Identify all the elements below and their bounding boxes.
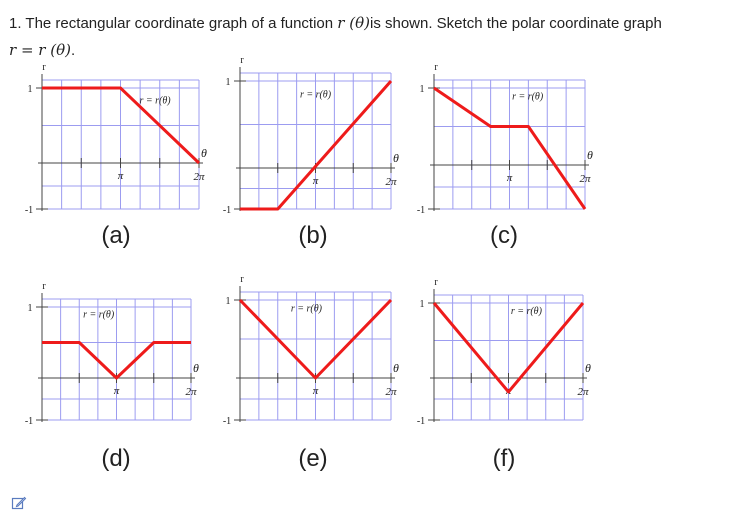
tick-label-pi: π	[312, 385, 319, 397]
tick-label-2pi: 2π	[385, 176, 397, 188]
tick-label-2pi: 2π	[579, 173, 591, 185]
tick-label-1: 1	[27, 303, 33, 314]
tick-label-1: 1	[27, 84, 33, 95]
tick-label-pi: π	[505, 385, 512, 397]
caption-e: (e)	[298, 445, 328, 472]
caption-c: (c)	[490, 222, 518, 249]
tick-label-pi: π	[506, 172, 513, 184]
polar-equation: r = r (θ)	[9, 41, 71, 59]
tick-label-pi: π	[117, 170, 124, 182]
r-axis-label: r	[42, 281, 46, 292]
r-axis-label: r	[240, 274, 244, 285]
function-label: r = r(θ)	[510, 306, 542, 317]
theta-axis-label: θ	[587, 148, 593, 162]
r-axis-label: r	[434, 277, 438, 288]
tick-label-neg1: -1	[24, 205, 34, 216]
tick-label-1: 1	[419, 299, 425, 310]
theta-axis-label: θ	[585, 361, 591, 375]
tick-label-2pi: 2π	[385, 386, 397, 398]
question-text-part2: is shown. Sketch the polar coordinate graph	[369, 15, 662, 32]
theta-axis-label: θ	[193, 361, 199, 375]
theta-axis-label: θ	[393, 361, 399, 375]
tick-label-1: 1	[419, 84, 425, 95]
question-line2-end: .	[70, 42, 76, 59]
tick-label-1: 1	[225, 296, 231, 307]
function-symbol: r (θ)	[337, 14, 370, 32]
tick-label-2pi: 2π	[185, 386, 197, 398]
graph-f	[415, 277, 615, 452]
edit-square-icon[interactable]	[11, 495, 27, 511]
caption-b: (b)	[298, 222, 328, 249]
tick-label-2pi: 2π	[193, 171, 205, 183]
graph-d	[26, 282, 226, 452]
graph-c	[415, 62, 615, 240]
tick-label-neg1: -1	[24, 416, 34, 427]
r-axis-label: r	[240, 55, 244, 66]
r-axis-label: r	[42, 62, 46, 73]
question-line-2	[9, 37, 749, 64]
question-line-1	[9, 10, 749, 37]
question-text-part1: The rectangular coordinate graph of a function	[25, 15, 338, 32]
theta-axis-label: θ	[393, 151, 399, 165]
theta-axis-label: θ	[201, 146, 207, 160]
caption-f: (f)	[492, 445, 516, 472]
function-label: r = r(θ)	[512, 91, 544, 103]
tick-label-neg1: -1	[222, 205, 232, 216]
tick-label-1: 1	[225, 77, 231, 88]
tick-label-neg1: -1	[416, 205, 426, 216]
question-text	[9, 10, 749, 64]
tick-label-neg1: -1	[222, 416, 232, 427]
function-label: r = r(θ)	[83, 309, 115, 321]
tick-label-pi: π	[312, 175, 319, 187]
r-axis-label: r	[434, 62, 438, 73]
graph-a	[24, 62, 226, 240]
tick-label-neg1: -1	[416, 416, 426, 427]
tick-label-pi: π	[113, 385, 120, 397]
function-label: r = r(θ)	[139, 95, 171, 107]
caption-a: (a)	[101, 222, 131, 249]
function-label: r = r(θ)	[299, 89, 332, 101]
graph-b	[222, 55, 425, 240]
tick-label-2pi: 2π	[577, 386, 589, 398]
caption-d: (d)	[101, 445, 131, 472]
graph-e	[222, 274, 425, 452]
function-label: r = r(θ)	[290, 303, 322, 315]
question-number: 1.	[9, 15, 22, 32]
